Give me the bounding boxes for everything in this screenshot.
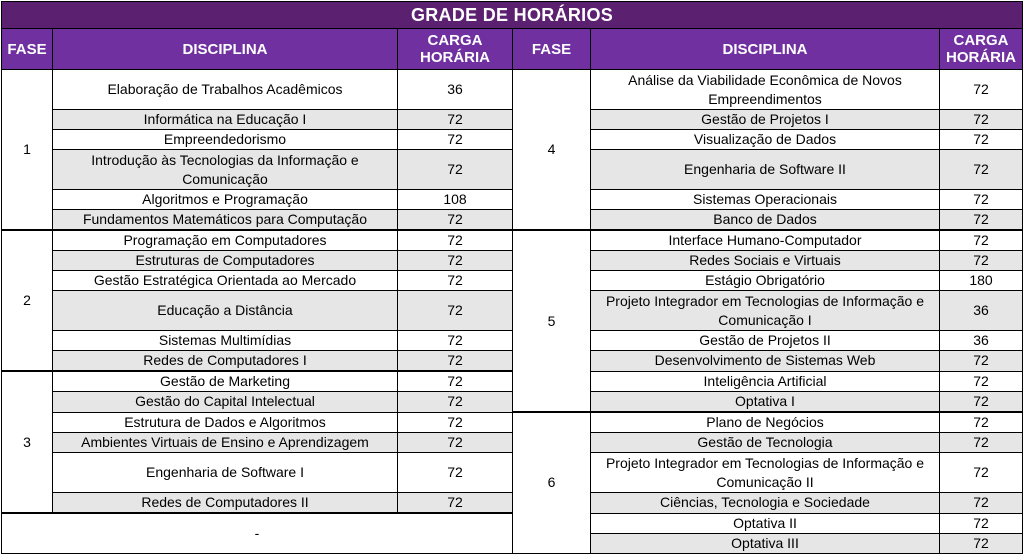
course-hours: 72 bbox=[398, 150, 513, 190]
course-hours: 108 bbox=[398, 190, 513, 210]
course-hours: 72 bbox=[940, 130, 1023, 150]
course-hours: 72 bbox=[940, 251, 1023, 271]
course-name: Banco de Dados bbox=[591, 210, 940, 231]
course-hours: 72 bbox=[398, 351, 513, 372]
course-name: Interface Humano-Computador bbox=[591, 230, 940, 251]
course-name: Gestão Estratégica Orientada ao Mercado bbox=[53, 271, 398, 291]
course-hours: 72 bbox=[940, 210, 1023, 231]
table-title: GRADE DE HORÁRIOS bbox=[2, 2, 1023, 29]
course-hours: 72 bbox=[398, 251, 513, 271]
course-name: Optativa II bbox=[591, 513, 940, 533]
fase-cell: 6 bbox=[513, 412, 591, 553]
course-name: Algoritmos e Programação bbox=[53, 190, 398, 210]
course-name: Redes Sociais e Virtuais bbox=[591, 251, 940, 271]
course-hours: 180 bbox=[940, 271, 1023, 291]
course-name: Engenharia de Software II bbox=[591, 150, 940, 190]
course-hours: 72 bbox=[940, 70, 1023, 110]
course-name: Desenvolvimento de Sistemas Web bbox=[591, 351, 940, 372]
course-hours: 36 bbox=[940, 291, 1023, 331]
course-name: Inteligência Artificial bbox=[591, 371, 940, 392]
course-hours: 72 bbox=[940, 433, 1023, 453]
course-hours: 72 bbox=[398, 271, 513, 291]
course-name: Estrutura de Dados e Algoritmos bbox=[53, 412, 398, 433]
course-name: Ambientes Virtuais de Ensino e Aprendizagem bbox=[53, 433, 398, 453]
course-name: Gestão de Projetos II bbox=[591, 331, 940, 351]
course-name: Gestão de Marketing bbox=[53, 371, 398, 392]
course-name: Educação a Distância bbox=[53, 291, 398, 331]
course-hours: 72 bbox=[398, 412, 513, 433]
header-carga-right: CARGA HORÁRIA bbox=[940, 29, 1023, 70]
course-name: Gestão do Capital Intelectual bbox=[53, 392, 398, 413]
fase-cell: 5 bbox=[513, 230, 591, 412]
course-name: Redes de Computadores II bbox=[53, 493, 398, 514]
course-hours: 72 bbox=[940, 351, 1023, 372]
course-hours: 72 bbox=[398, 230, 513, 251]
course-name: Projeto Integrador em Tecnologias de Informação e Comunicação I bbox=[591, 291, 940, 331]
course-name: Ciências, Tecnologia e Sociedade bbox=[591, 493, 940, 514]
course-name: Programação em Computadores bbox=[53, 230, 398, 251]
course-hours: 72 bbox=[398, 130, 513, 150]
course-hours: 72 bbox=[940, 110, 1023, 130]
course-hours: 72 bbox=[398, 453, 513, 493]
schedule-table bbox=[1, 1, 1023, 554]
header-disciplina-right: DISCIPLINA bbox=[591, 29, 940, 70]
header-fase-left: FASE bbox=[2, 29, 53, 70]
course-hours: 36 bbox=[940, 331, 1023, 351]
course-name: Empreendedorismo bbox=[53, 130, 398, 150]
course-hours: 72 bbox=[940, 412, 1023, 433]
course-hours: 72 bbox=[940, 453, 1023, 493]
course-name: Gestão de Tecnologia bbox=[591, 433, 940, 453]
course-hours: 72 bbox=[398, 493, 513, 514]
course-name: Elaboração de Trabalhos Acadêmicos bbox=[53, 70, 398, 110]
course-hours: 72 bbox=[398, 392, 513, 413]
course-hours: 72 bbox=[940, 230, 1023, 251]
course-hours: 72 bbox=[398, 331, 513, 351]
course-hours: 72 bbox=[940, 533, 1023, 553]
course-name: Introdução às Tecnologias da Informação e Comunicação bbox=[53, 150, 398, 190]
course-name: Plano de Negócios bbox=[591, 412, 940, 433]
fase-cell: 1 bbox=[2, 70, 53, 231]
empty-filler-cell: - bbox=[2, 513, 513, 553]
course-hours: 72 bbox=[398, 210, 513, 231]
course-name: Estruturas de Computadores bbox=[53, 251, 398, 271]
course-hours: 72 bbox=[940, 150, 1023, 190]
course-hours: 72 bbox=[398, 371, 513, 392]
header-fase-right: FASE bbox=[513, 29, 591, 70]
fase-cell: 3 bbox=[2, 371, 53, 513]
course-hours: 72 bbox=[398, 291, 513, 331]
course-name: Optativa III bbox=[591, 533, 940, 553]
course-name: Análise da Viabilidade Econômica de Novos Empreendimentos bbox=[591, 70, 940, 110]
course-hours: 36 bbox=[398, 70, 513, 110]
course-hours: 72 bbox=[940, 493, 1023, 514]
course-name: Optativa I bbox=[591, 392, 940, 413]
course-hours: 72 bbox=[940, 371, 1023, 392]
course-hours: 72 bbox=[940, 190, 1023, 210]
course-hours: 72 bbox=[940, 513, 1023, 533]
course-name: Sistemas Operacionais bbox=[591, 190, 940, 210]
fase-cell: 2 bbox=[2, 230, 53, 371]
course-name: Estágio Obrigatório bbox=[591, 271, 940, 291]
header-carga-left: CARGA HORÁRIA bbox=[398, 29, 513, 70]
course-hours: 72 bbox=[398, 433, 513, 453]
course-name: Redes de Computadores I bbox=[53, 351, 398, 372]
course-name: Visualização de Dados bbox=[591, 130, 940, 150]
course-hours: 72 bbox=[940, 392, 1023, 413]
course-name: Engenharia de Software I bbox=[53, 453, 398, 493]
course-hours: 72 bbox=[398, 110, 513, 130]
course-name: Projeto Integrador em Tecnologias de Informação e Comunicação II bbox=[591, 453, 940, 493]
course-name: Informática na Educação I bbox=[53, 110, 398, 130]
course-name: Gestão de Projetos I bbox=[591, 110, 940, 130]
course-name: Sistemas Multimídias bbox=[53, 331, 398, 351]
header-disciplina-left: DISCIPLINA bbox=[53, 29, 398, 70]
course-name: Fundamentos Matemáticos para Computação bbox=[53, 210, 398, 231]
fase-cell: 4 bbox=[513, 70, 591, 231]
